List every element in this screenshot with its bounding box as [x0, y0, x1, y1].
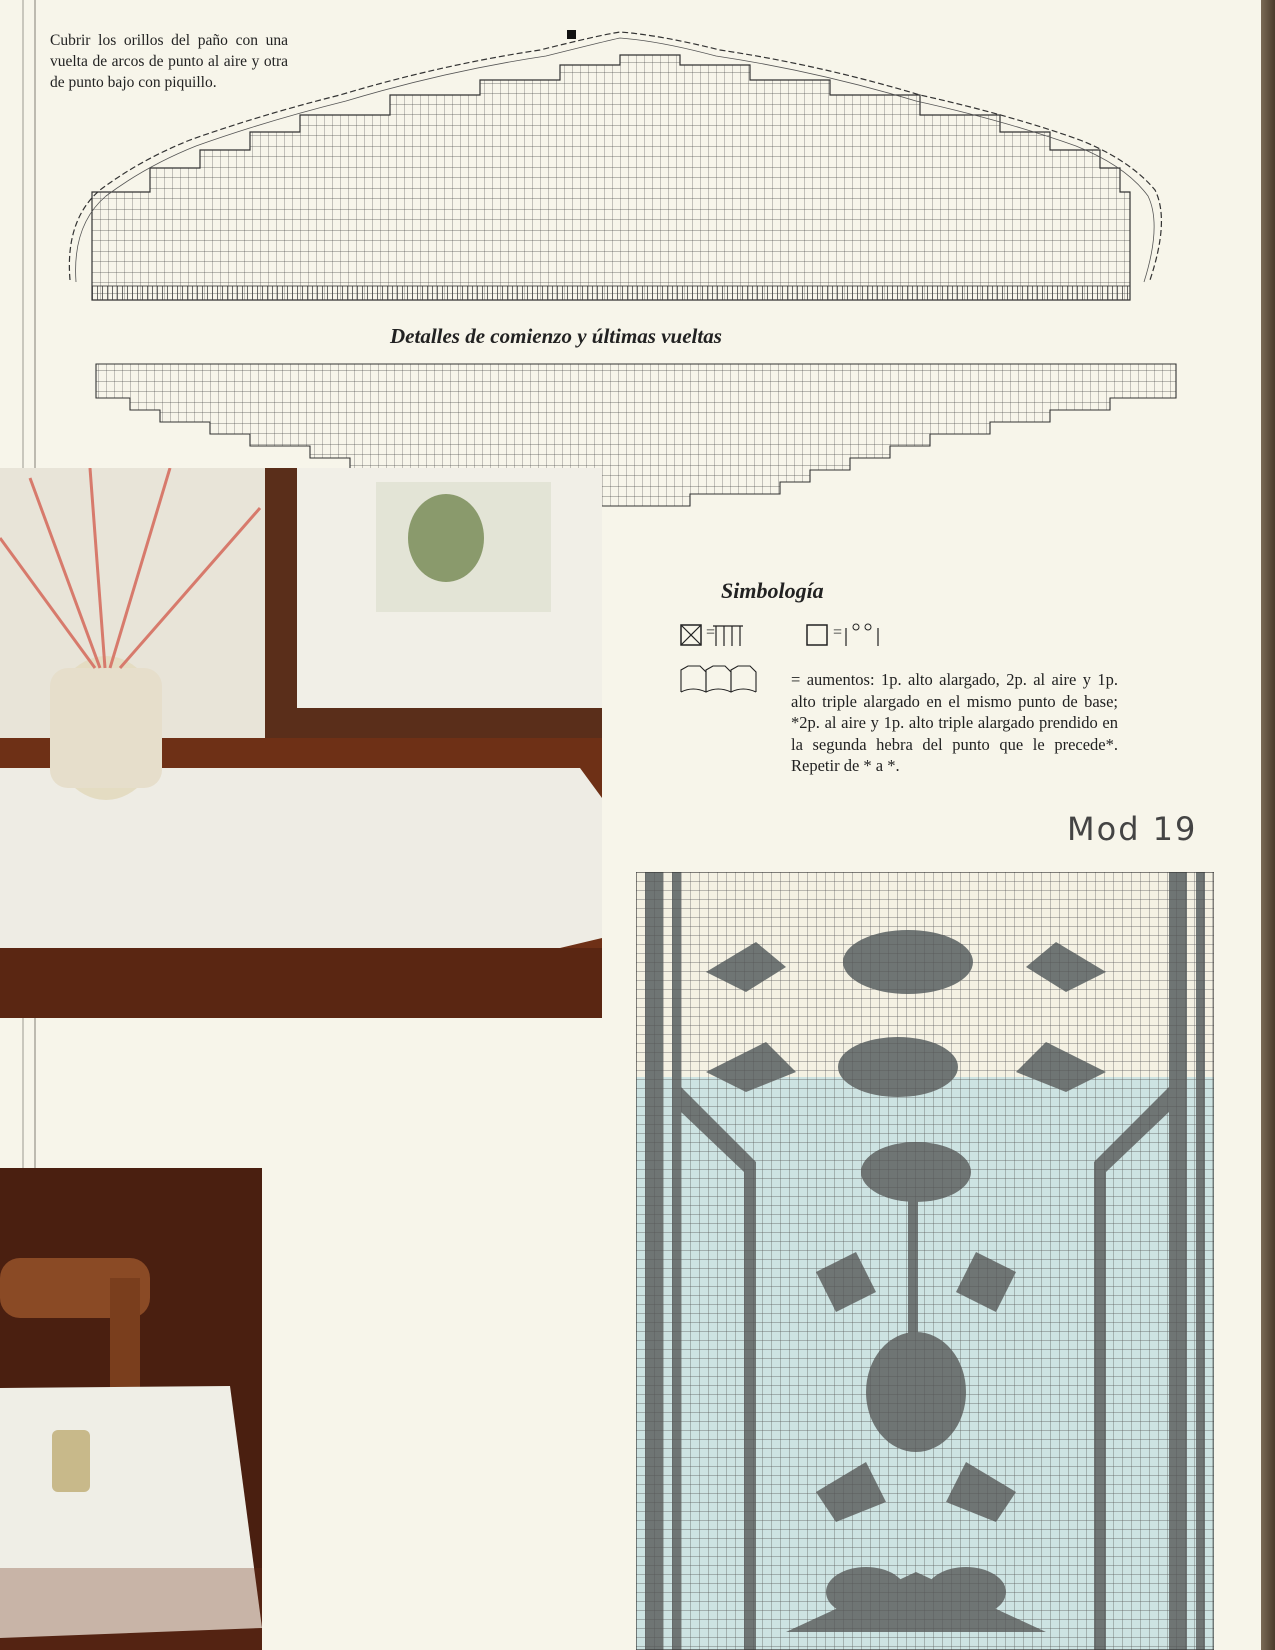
empty-cell-equals: = [833, 624, 843, 641]
empty-cell-key [806, 622, 896, 655]
table-runner-photo [0, 468, 602, 1018]
increase-description: = aumentos: 1p. alto alargado, 2p. al aire y 1p. alto triple alargado en el mismo punto de base; *2p. al aire y 1p. alto triple alargado prendido en la segunda hebra del punto que le precede*. Repetir de * a *. [791, 670, 1118, 775]
filled-cell-equals: = [706, 624, 716, 641]
filet-chart [636, 872, 1214, 1650]
handwritten-note: Mod 19 [1067, 810, 1198, 848]
edge-diagram [60, 20, 1220, 320]
legend-title: Simbología [721, 578, 824, 603]
increase-key [678, 664, 778, 701]
start-square-marker [567, 30, 576, 39]
intro-text: Cubrir los orillos del paño con una vuelta de arcos de punto al aire y otra de punto bajo con piquillo. [50, 32, 288, 91]
page-edge [1261, 0, 1275, 1650]
tablecloth-photo [0, 1168, 262, 1650]
details-heading: Detalles de comienzo y últimas vueltas [390, 324, 722, 348]
filled-cell-key [680, 622, 770, 655]
